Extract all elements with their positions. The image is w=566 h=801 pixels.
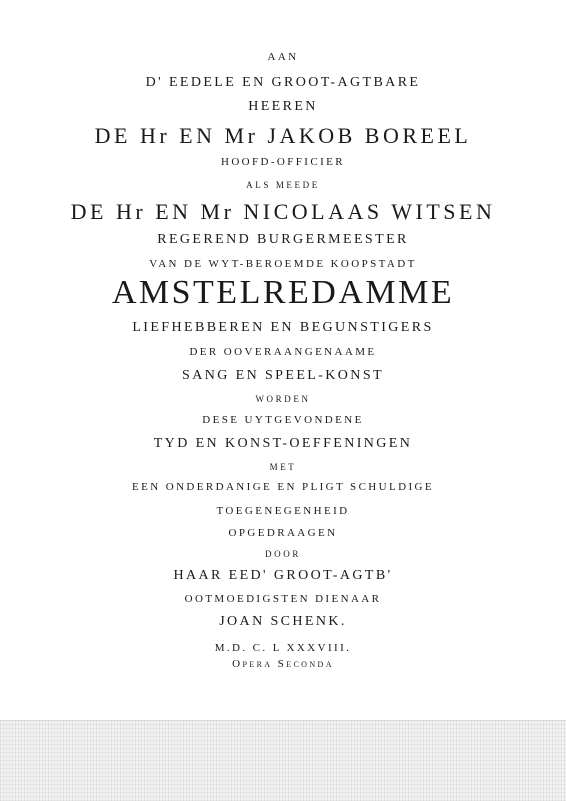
dedication-line-haar-eed: HAAR EED' GROOT-AGTB' <box>173 568 393 583</box>
dedication-line-amstelredamme: AMSTELREDAMME <box>111 274 455 311</box>
dedication-line-burgermeester: REGEREND BURGERMEESTER <box>157 232 409 247</box>
dedication-line-opgedraagen: OPGEDRAAGEN <box>228 527 338 539</box>
dedication-line-aan: AAN <box>267 51 299 63</box>
dedication-line-sang-en-speel-konst: SANG EN SPEEL-KONST <box>182 368 384 383</box>
dedication-line-konst-oeffeningen: TYD EN KONST-OEFFENINGEN <box>153 436 413 451</box>
dedication-line-witsen: DE Hr EN Mr NICOLAAS WITSEN <box>70 199 496 224</box>
dedication-line-uytgevondene: DESE UYTGEVONDENE <box>202 414 364 426</box>
paper-edge <box>0 720 566 801</box>
publication-year: M.D. C. L XXXVIII. <box>214 642 352 654</box>
dedication-line-door: DOOR <box>265 549 301 559</box>
dedication-line-toegenegenheid: TOEGENEGENHEID <box>216 505 350 517</box>
dedication-line-koopstadt: VAN DE WYT-BEROEMDE KOOPSTADT <box>149 258 417 270</box>
dedication-line-eedele: D' EEDELE EN GROOT-AGTBARE <box>145 75 421 90</box>
dedication-line-onderdanige: EEN ONDERDANIGE EN PLIGT SCHULDIGE <box>132 481 434 493</box>
dedication-line-liefhebberen: LIEFHEBBEREN EN BEGUNSTIGERS <box>132 320 434 335</box>
opus-number: Opera Seconda <box>232 658 334 670</box>
dedication-line-worden: WORDEN <box>255 394 311 404</box>
dedication-line-boreel: DE Hr EN Mr JAKOB BOREEL <box>94 123 472 148</box>
dedication-line-met: MET <box>269 462 297 472</box>
dedication-line-hoofd-officier: HOOFD-OFFICIER <box>220 156 346 168</box>
dedication-line-ooveraangenaame: DER OOVERAANGENAAME <box>189 346 377 358</box>
dedication-line-dienaar: OOTMOEDIGSTEN DIENAAR <box>184 593 382 605</box>
dedication-line-als-meede: ALS MEEDE <box>246 180 320 190</box>
author-name: JOAN SCHENK. <box>219 614 347 629</box>
dedication-line-heeren: HEEREN <box>248 99 318 114</box>
